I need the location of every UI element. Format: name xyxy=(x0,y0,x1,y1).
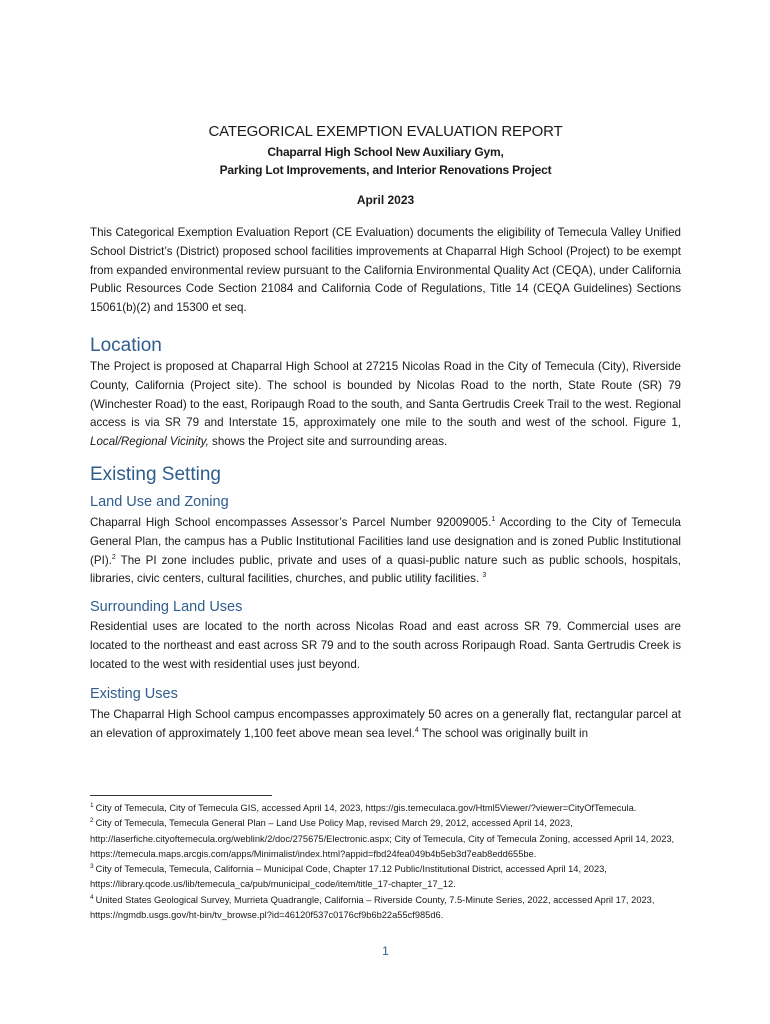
footnote-ref-3: 3 xyxy=(482,572,487,580)
footnotes xyxy=(90,801,681,923)
footnote-3 xyxy=(90,862,681,893)
intro-paragraph: This Categorical Exemption Evaluation Report (CE Evaluation) documents the eligibility of Temecula Valley Unified School District’s (District) proposed school facilities improvements at Chaparral High School (Project) to be exempt from expanded environmental review pursuant to the California Environmental Quality Act (CEQA), under California Public Resources Code Section 21084 and California Code of Regulations, Title 14 (CEQA Guidelines) Sections 15061(b)(2) and 15300 et seq. xyxy=(90,226,681,315)
surrounding-section xyxy=(90,618,681,674)
existing-uses-section xyxy=(90,706,681,744)
footnote-1 xyxy=(90,801,681,816)
footnote-text: City of Temecula, City of Temecula GIS, accessed April 14, 2023, https://gis.temeculaca.gov/Html5Viewer/?viewer=CityOfTemecula. xyxy=(95,803,637,813)
location-text-1: The Project is proposed at Chaparral High School at 27215 Nicolas Road in the City of Temecula (City), Riverside County, California (Project site). The school is bounded by Nicolas Road to the north, State Route (SR) 79 (Winchester Road) to the east, Roripaugh Road to the south, and Santa Gertrudis Creek Trail to the west. Regional access is via SR 79 and Interstate 15, approximately one mile to the south and west of the school. Figure 1, xyxy=(90,360,681,430)
location-paragraph xyxy=(90,358,681,452)
footnote-separator xyxy=(90,795,272,796)
page-number: 1 xyxy=(382,944,389,958)
surrounding-heading: Surrounding Land Uses xyxy=(90,599,243,615)
surrounding-paragraph: Residential uses are located to the north across Nicolas Road and east across SR 79. Commercial uses are located to the northeast and east across SR 79 and to the south across Roripaugh Road. Santa Gertrudis Creek is located to the west with residential uses just beyond. xyxy=(90,620,681,671)
footnote-ref-2: 2 xyxy=(111,553,116,561)
report-subtitle-line2: Parking Lot Improvements, and Interior Renovations Project xyxy=(219,163,552,177)
report-title: CATEGORICAL EXEMPTION EVALUATION REPORT xyxy=(208,123,563,140)
land-use-paragraph xyxy=(90,514,681,589)
footnote-number: 2 xyxy=(90,817,94,825)
footnote-4 xyxy=(90,893,681,924)
footnote-ref-4: 4 xyxy=(414,726,419,734)
location-heading: Location xyxy=(90,335,162,356)
location-text-2: shows the Project site and surrounding areas. xyxy=(208,435,448,449)
figure-reference: Local/Regional Vicinity, xyxy=(90,435,209,449)
footnote-text: City of Temecula, Temecula, California – Municipal Code, Chapter 17.12 Public/Institutional District, accessed April 14, 2023, https://library.qcode.us/lib/temecula_ca/pub/municipal_code/item/title_17-chapter_17_12. xyxy=(90,864,607,890)
footnote-text: United States Geological Survey, Murrieta Quadrangle, California – Riverside County, 7.5-Minute Series, 2022, accessed April 17, 2023, https://ngmdb.usgs.gov/ht-bin/tv_browse.pl?id=46120f537c0176cf9b6b22a55cf985d6. xyxy=(90,894,655,921)
land-use-heading: Land Use and Zoning xyxy=(90,494,229,510)
land-use-text-2: According to the City of Temecula General Plan, the campus has a Public Institutional Facilities land use designation and is zoned Public Institutional (PI). xyxy=(90,516,681,567)
report-date: April 2023 xyxy=(356,193,415,207)
footnote-number: 3 xyxy=(90,863,94,871)
footnote-number: 4 xyxy=(90,893,94,901)
land-use-text-1: Chaparral High School encompasses Assessor’s Parcel Number 92009005. xyxy=(90,516,492,529)
report-subtitle-line1: Chaparral High School New Auxiliary Gym, xyxy=(267,145,504,159)
existing-uses-text-1: The Chaparral High School campus encompasses approximately 50 acres on a generally flat, rectangular parcel at an elevation of approximately 1,100 feet above mean sea level. xyxy=(90,708,681,740)
existing-setting-heading: Existing Setting xyxy=(90,464,221,485)
intro-section xyxy=(90,224,681,318)
existing-uses-text-2: The school was originally built in xyxy=(418,726,589,740)
existing-uses-heading: Existing Uses xyxy=(90,686,178,702)
land-use-text-3: The PI zone includes public, private and uses of a quasi-public nature such as public schools, hospitals, libraries, civic centers, cultural facilities, churches, and public utility facilities. xyxy=(90,553,681,586)
land-use-section xyxy=(90,514,681,589)
footnote-number: 1 xyxy=(90,801,94,809)
footnote-ref-1: 1 xyxy=(491,516,496,524)
footnote-2 xyxy=(90,816,681,862)
existing-uses-paragraph xyxy=(90,706,681,744)
location-section xyxy=(90,358,681,452)
footnote-text: City of Temecula, Temecula General Plan – Land Use Policy Map, revised March 29, 2012, accessed April 14, 2023, http://laserfiche.cityoftemecula.org/weblink/2/doc/275675/Electronic.aspx; City of Temecula, City of Temecula Zoning, accessed April 14, 2023, https://temecula.maps.arcgis.com/apps/Minimalist/index.html?appid=fbd24fea049b4b5eb3d7eab8edd655be. xyxy=(90,818,675,859)
